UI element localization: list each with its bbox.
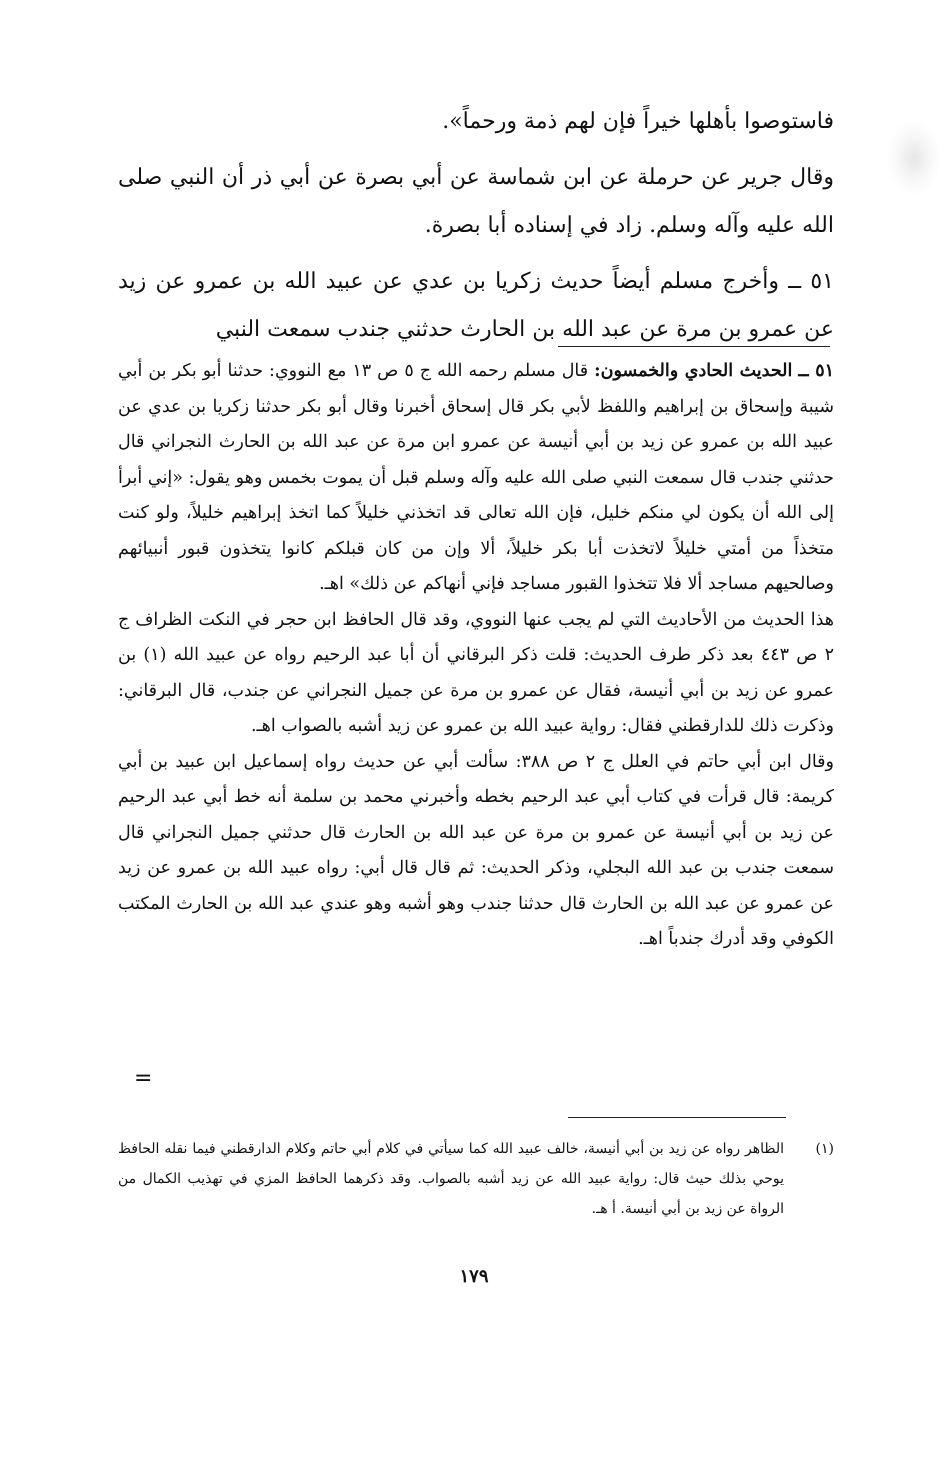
continuation-mark: = [134,1066,153,1091]
main-paragraph-1: فاستوصوا بأهلها خيراً فإن لهم ذمة ورحماً». [442,109,834,134]
main-paragraph-3: ٥١ ــ وأخرج مسلم أيضاً حديث زكريا بن عدي عن عبيد الله بن عمرو عن زيد عن عمرو بن مرة عن عبد الله بن الحارث حدثني جندب سمعت النبي [118,269,834,342]
commentary-paragraph-2: هذا الحديث من الأحاديث التي لم يجب عنها النووي، وقد قال الحافظ ابن حجر في النكت الظراف ج ٢ ص ٤٤٣ بعد ذكر طرف الحديث: قلت ذكر البرقاني أن أبا عبد الرحيم رواه عن عبيد الله (١) بن عمرو عن زيد بن أبي أنيسة، فقال عن عمرو بن مرة عن جميل النجراني عن جندب، قال البرقاني: وذكرت ذلك للدارقطني فقال: رواية عبيد الله بن عمرو عن زيد أشبه بالصواب اهـ. [118,609,834,736]
commentary-text-1: قال مسلم رحمه الله ج ٥ ص ١٣ مع النووي: حدثنا أبو بكر بن أبي شيبة وإسحاق بن إبراهيم واللفظ لأبي بكر قال إسحاق أخبرنا وقال أبو بكر حدثنا زكريا بن عدي عن عبيد الله بن عمرو عن زيد بن أبي أنيسة عن عمرو ابن مرة عن عبد الله بن الحارث النجراني قال حدثني جندب قال سمعت النبي صلى الله عليه وآله وسلم قبل أن يموت بخمس وهو يقول: «إني أبرأ إلى الله أن يكون لي منكم خليل، فإن الله تعالى قد اتخذني خليلاً كما اتخذ إبراهيم خليلاً، ولو كنت متخذاً من أمتي خليلاً لاتخذت أبا بكر خليلاً، ألا وإن من كان قبلكم كانوا يتخذون قبور أنبيائهم وصالحيهم مساجد ألا فلا تتخذوا القبور مساجد فإني أنهاكم عن ذلك» اهـ. [118,361,834,594]
footnote-1 [118,1134,834,1224]
footnotes [118,1134,834,1224]
scan-smudge [888,122,940,194]
main-text [118,98,834,362]
main-paragraph-2: وقال جرير عن حرملة عن ابن شماسة عن أبي بصرة عن أبي ذر أن النبي صلى الله عليه وآله وسلم. زاد في إسناده أبا بصرة. [118,165,834,238]
page-number: ١٧٩ [459,1266,489,1287]
footnote-marker: (١) [815,1141,834,1157]
commentary [118,354,834,958]
commentary-paragraph-1 [118,354,834,603]
hadith-title: الحديث الحادي والخمسون: [594,361,793,381]
footnote-divider [568,1117,786,1118]
main-text-divider [558,346,830,347]
footnote-text: الظاهر رواه عن زيد بن أبي أنيسة، خالف عبيد الله كما سيأتي في كلام أبي حاتم وكلام الدارقطني فيما نقله الحافظ يوحي بذلك حيث قال: رواية عبيد الله عن زيد أشبه بالصواب. وقد ذكرهما الحافظ المزي في تهذيب الكمال من الرواة عن زيد بن أبي أنيسة. أ هـ. [118,1141,784,1217]
hadith-number: ٥١ ــ [798,361,834,381]
commentary-paragraph-3: وقال ابن أبي حاتم في العلل ج ٢ ص ٣٨٨: سألت أبي عن حديث رواه إسماعيل ابن عبيد بن أبي كريمة: قال قرأت في كتاب أبي عبد الرحيم بخطه وأخبرني محمد بن سلمة أنه خط أبي عبد الرحيم عن زيد بن أبي أنيسة عن عمرو بن مرة عن عبد الله بن الحارث قال حدثني جميل النجراني قال سمعت جندب بن عبد الله البجلي، وذكر الحديث: ثم قال قال أبي: رواه عبيد الله بن عمرو عن زيد عن عمرو عن عبد الله بن الحارث قال حدثنا جندب وهو أشبه وهو عندي عبد الله بن الحارث المكتب الكوفي وقد أدرك جندباً اهـ. [118,751,834,949]
